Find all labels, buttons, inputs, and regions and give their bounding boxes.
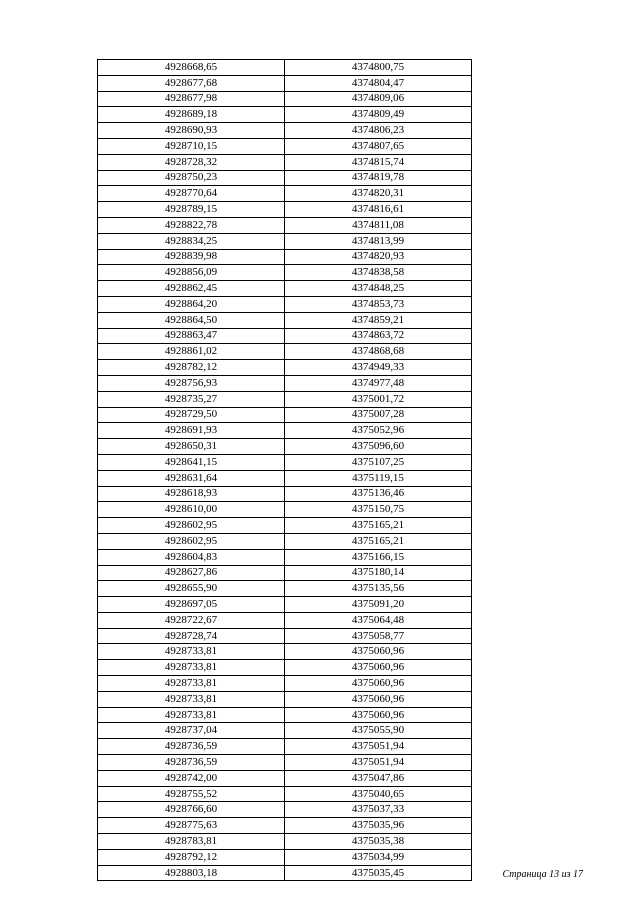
table-row: [98, 375, 472, 391]
y-coordinate-cell: 4375034,99: [285, 849, 472, 865]
y-coordinate-cell: 4375091,20: [285, 597, 472, 613]
table-row: [98, 312, 472, 328]
table-row: [98, 518, 472, 534]
y-coordinate-cell: 4375165,21: [285, 518, 472, 534]
table-row: [98, 281, 472, 297]
y-coordinate-cell: 4375180,14: [285, 565, 472, 581]
y-coordinate-cell: 4375051,94: [285, 755, 472, 771]
x-coordinate-cell: 4928863,47: [98, 328, 285, 344]
y-coordinate-cell: 4375060,96: [285, 691, 472, 707]
x-coordinate-cell: 4928610,00: [98, 502, 285, 518]
table-row: [98, 233, 472, 249]
table-row: [98, 581, 472, 597]
y-coordinate-cell: 4374868,68: [285, 344, 472, 360]
y-coordinate-cell: 4374838,58: [285, 265, 472, 281]
table-row: [98, 423, 472, 439]
y-coordinate-cell: 4374977,48: [285, 375, 472, 391]
x-coordinate-cell: 4928677,98: [98, 91, 285, 107]
y-coordinate-cell: 4374816,61: [285, 202, 472, 218]
table-row: [98, 755, 472, 771]
table-row: [98, 328, 472, 344]
y-coordinate-cell: 4374813,99: [285, 233, 472, 249]
y-coordinate-cell: 4375058,77: [285, 628, 472, 644]
table-row: [98, 802, 472, 818]
table-row: [98, 344, 472, 360]
table-row: [98, 470, 472, 486]
x-coordinate-cell: 4928736,59: [98, 755, 285, 771]
x-coordinate-cell: 4928618,93: [98, 486, 285, 502]
table-row: [98, 502, 472, 518]
table-row: [98, 597, 472, 613]
x-coordinate-cell: 4928862,45: [98, 281, 285, 297]
table-row: [98, 676, 472, 692]
table-row: [98, 60, 472, 76]
x-coordinate-cell: 4928697,05: [98, 597, 285, 613]
table-row: [98, 565, 472, 581]
y-coordinate-cell: 4375007,28: [285, 407, 472, 423]
table-row: [98, 91, 472, 107]
x-coordinate-cell: 4928792,12: [98, 849, 285, 865]
table-row: [98, 439, 472, 455]
table-row: [98, 612, 472, 628]
table-row: [98, 296, 472, 312]
y-coordinate-cell: 4374800,75: [285, 60, 472, 76]
table-row: [98, 170, 472, 186]
table-row: [98, 707, 472, 723]
x-coordinate-cell: 4928750,23: [98, 170, 285, 186]
x-coordinate-cell: 4928766,60: [98, 802, 285, 818]
x-coordinate-cell: 4928641,15: [98, 454, 285, 470]
table-row: [98, 75, 472, 91]
y-coordinate-cell: 4375096,60: [285, 439, 472, 455]
x-coordinate-cell: 4928733,81: [98, 676, 285, 692]
x-coordinate-cell: 4928691,93: [98, 423, 285, 439]
x-coordinate-cell: 4928728,74: [98, 628, 285, 644]
y-coordinate-cell: 4374859,21: [285, 312, 472, 328]
table-row: [98, 154, 472, 170]
y-coordinate-cell: 4375107,25: [285, 454, 472, 470]
y-coordinate-cell: 4375060,96: [285, 707, 472, 723]
x-coordinate-cell: 4928690,93: [98, 123, 285, 139]
y-coordinate-cell: 4375135,56: [285, 581, 472, 597]
table-row: [98, 723, 472, 739]
table-row: [98, 644, 472, 660]
x-coordinate-cell: 4928822,78: [98, 217, 285, 233]
x-coordinate-cell: 4928728,32: [98, 154, 285, 170]
x-coordinate-cell: 4928729,50: [98, 407, 285, 423]
x-coordinate-cell: 4928737,04: [98, 723, 285, 739]
table-row: [98, 138, 472, 154]
y-coordinate-cell: 4375040,65: [285, 786, 472, 802]
y-coordinate-cell: 4374811,08: [285, 217, 472, 233]
y-coordinate-cell: 4375035,45: [285, 865, 472, 881]
y-coordinate-cell: 4375060,96: [285, 676, 472, 692]
table-row: [98, 834, 472, 850]
x-coordinate-cell: 4928602,95: [98, 533, 285, 549]
x-coordinate-cell: 4928631,64: [98, 470, 285, 486]
x-coordinate-cell: 4928689,18: [98, 107, 285, 123]
table-row: [98, 660, 472, 676]
x-coordinate-cell: 4928735,27: [98, 391, 285, 407]
y-coordinate-cell: 4375051,94: [285, 739, 472, 755]
table-row: [98, 107, 472, 123]
x-coordinate-cell: 4928733,81: [98, 707, 285, 723]
table-row: [98, 818, 472, 834]
table-row: [98, 739, 472, 755]
y-coordinate-cell: 4375136,46: [285, 486, 472, 502]
y-coordinate-cell: 4375047,86: [285, 770, 472, 786]
x-coordinate-cell: 4928864,50: [98, 312, 285, 328]
table-row: [98, 217, 472, 233]
y-coordinate-cell: 4375060,96: [285, 660, 472, 676]
x-coordinate-cell: 4928755,52: [98, 786, 285, 802]
x-coordinate-cell: 4928710,15: [98, 138, 285, 154]
y-coordinate-cell: 4375037,33: [285, 802, 472, 818]
y-coordinate-cell: 4374853,73: [285, 296, 472, 312]
x-coordinate-cell: 4928770,64: [98, 186, 285, 202]
x-coordinate-cell: 4928736,59: [98, 739, 285, 755]
x-coordinate-cell: 4928733,81: [98, 660, 285, 676]
x-coordinate-cell: 4928789,15: [98, 202, 285, 218]
x-coordinate-cell: 4928602,95: [98, 518, 285, 534]
x-coordinate-cell: 4928655,90: [98, 581, 285, 597]
y-coordinate-cell: 4374809,06: [285, 91, 472, 107]
y-coordinate-cell: 4374863,72: [285, 328, 472, 344]
x-coordinate-cell: 4928756,93: [98, 375, 285, 391]
x-coordinate-cell: 4928861,02: [98, 344, 285, 360]
x-coordinate-cell: 4928733,81: [98, 644, 285, 660]
table-row: [98, 407, 472, 423]
table-row: [98, 123, 472, 139]
table-row: [98, 628, 472, 644]
x-coordinate-cell: 4928722,67: [98, 612, 285, 628]
y-coordinate-cell: 4374820,31: [285, 186, 472, 202]
x-coordinate-cell: 4928856,09: [98, 265, 285, 281]
y-coordinate-cell: 4375150,75: [285, 502, 472, 518]
table-row: [98, 265, 472, 281]
table-row: [98, 454, 472, 470]
x-coordinate-cell: 4928775,63: [98, 818, 285, 834]
y-coordinate-cell: 4374815,74: [285, 154, 472, 170]
x-coordinate-cell: 4928864,20: [98, 296, 285, 312]
y-coordinate-cell: 4374807,65: [285, 138, 472, 154]
table-row: [98, 533, 472, 549]
y-coordinate-cell: 4374804,47: [285, 75, 472, 91]
y-coordinate-cell: 4374806,23: [285, 123, 472, 139]
table-row: [98, 849, 472, 865]
y-coordinate-cell: 4375165,21: [285, 533, 472, 549]
table-row: [98, 249, 472, 265]
y-coordinate-cell: 4374848,25: [285, 281, 472, 297]
y-coordinate-cell: 4375055,90: [285, 723, 472, 739]
y-coordinate-cell: 4374819,78: [285, 170, 472, 186]
x-coordinate-cell: 4928834,25: [98, 233, 285, 249]
y-coordinate-cell: 4375001,72: [285, 391, 472, 407]
table-row: [98, 691, 472, 707]
x-coordinate-cell: 4928733,81: [98, 691, 285, 707]
x-coordinate-cell: 4928668,65: [98, 60, 285, 76]
table-row: [98, 770, 472, 786]
x-coordinate-cell: 4928677,68: [98, 75, 285, 91]
y-coordinate-cell: 4375052,96: [285, 423, 472, 439]
x-coordinate-cell: 4928839,98: [98, 249, 285, 265]
table-row: [98, 202, 472, 218]
table-row: [98, 391, 472, 407]
table-row: [98, 786, 472, 802]
table-row: [98, 486, 472, 502]
page-number: Страница 13 из 17: [502, 869, 583, 880]
x-coordinate-cell: 4928627,86: [98, 565, 285, 581]
x-coordinate-cell: 4928782,12: [98, 360, 285, 376]
x-coordinate-cell: 4928650,31: [98, 439, 285, 455]
x-coordinate-cell: 4928742,00: [98, 770, 285, 786]
y-coordinate-cell: 4374820,93: [285, 249, 472, 265]
y-coordinate-cell: 4375035,96: [285, 818, 472, 834]
y-coordinate-cell: 4374809,49: [285, 107, 472, 123]
y-coordinate-cell: 4375035,38: [285, 834, 472, 850]
table-row: [98, 549, 472, 565]
coordinates-table-body: [98, 60, 472, 881]
y-coordinate-cell: 4375060,96: [285, 644, 472, 660]
table-row: [98, 186, 472, 202]
x-coordinate-cell: 4928783,81: [98, 834, 285, 850]
x-coordinate-cell: 4928604,83: [98, 549, 285, 565]
table-row: [98, 360, 472, 376]
y-coordinate-cell: 4375166,15: [285, 549, 472, 565]
y-coordinate-cell: 4375064,48: [285, 612, 472, 628]
x-coordinate-cell: 4928803,18: [98, 865, 285, 881]
y-coordinate-cell: 4374949,33: [285, 360, 472, 376]
coordinates-table: [97, 59, 472, 881]
y-coordinate-cell: 4375119,15: [285, 470, 472, 486]
table-row: [98, 865, 472, 881]
